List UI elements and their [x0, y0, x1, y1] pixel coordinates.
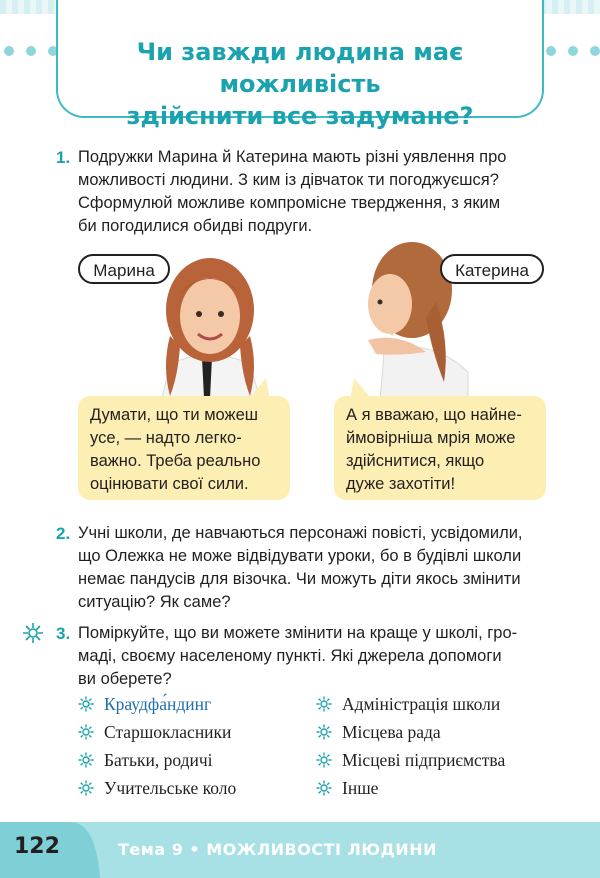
list-item — [316, 690, 505, 718]
page-number: 122 — [14, 834, 60, 859]
bubble-line: оцінювати свої сили. — [90, 475, 249, 493]
title-line-1: Чи завжди людина має можливість — [136, 38, 464, 98]
title-line-2: здійснити все задумане? — [126, 102, 474, 130]
chapter-theme: Тема 9 • МОЖЛИВОСТІ ЛЮДИНИ — [118, 840, 437, 859]
list-item — [78, 774, 236, 802]
help-sources-right — [316, 690, 505, 802]
group-work-icon — [22, 622, 44, 644]
name-pill-marina: Марина — [78, 254, 170, 284]
task-1-line: Сформулюй можливе компромісне твердження, з яким — [78, 194, 501, 212]
bubble-tail-marina — [244, 378, 274, 400]
sun-bullet-icon — [78, 752, 94, 768]
task-2-text — [78, 522, 548, 614]
task-2-line: Учні школи, де навчаються персонажі повісті, усвідомили, — [78, 524, 523, 542]
page-footer — [0, 822, 600, 878]
list-item — [78, 690, 236, 718]
task-3-number: 3. — [56, 624, 71, 643]
list-item — [78, 718, 236, 746]
bubble-line: здійснитися, якщо — [346, 452, 485, 470]
list-item-label: Інше — [342, 778, 379, 798]
list-item — [78, 746, 236, 774]
sun-bullet-icon — [316, 780, 332, 796]
list-item-label: Батьки, родичі — [104, 750, 213, 770]
bubble-line: Думати, що ти можеш — [90, 406, 258, 424]
list-item-label: Адміністрація школи — [342, 694, 501, 714]
task-3-line: ви оберете? — [78, 670, 172, 688]
sun-bullet-icon — [316, 752, 332, 768]
bubble-line: ймовірніша мрія може — [346, 429, 516, 447]
list-item-label: Місцева рада — [342, 722, 441, 742]
task-1-line: Подружки Марина й Катерина мають різні уявлення про — [78, 148, 507, 166]
list-item-label: Учительське коло — [104, 778, 237, 798]
task-2-line: що Олежка не може відвідувати уроки, бо в будівлі школи — [78, 547, 522, 565]
task-3-line: маді, своєму населеному пункті. Які джерела допомоги — [78, 647, 502, 665]
task-3-text — [78, 622, 548, 691]
task-2-line: ситуацію? Як саме? — [78, 593, 231, 611]
title-box — [56, 0, 544, 130]
name-pill-kateryna: Катерина — [440, 254, 544, 284]
sun-bullet-icon — [78, 780, 94, 796]
task-1-line: можливості людини. З ким із дівчаток ти погоджуєшся? — [78, 171, 499, 189]
task-2-line: немає пандусів для візочка. Чи можуть діти якось змінити — [78, 570, 521, 588]
crowdfunding-link[interactable]: Краудфа́ндинг — [104, 694, 212, 714]
bubble-line: усе, — надто легко- — [90, 429, 242, 447]
task-1-number: 1. — [56, 148, 71, 167]
speech-bubble-marina — [78, 396, 290, 500]
sun-bullet-icon — [78, 696, 94, 712]
list-item — [316, 718, 505, 746]
bubble-tail-kateryna — [346, 378, 376, 400]
decorative-dots-right — [546, 46, 600, 56]
decorative-dots-left — [4, 46, 58, 56]
task-3-line: Поміркуйте, що ви можете змінити на краще у школі, гро- — [78, 624, 518, 642]
bubble-line: дуже захотіти! — [346, 475, 456, 493]
sun-bullet-icon — [316, 696, 332, 712]
task-1-text — [78, 146, 548, 238]
speech-bubble-kateryna — [334, 396, 546, 500]
bubble-line: важно. Треба реально — [90, 452, 261, 470]
task-2-number: 2. — [56, 524, 71, 543]
sun-bullet-icon — [78, 724, 94, 740]
sun-bullet-icon — [316, 724, 332, 740]
page-title — [58, 36, 542, 132]
list-item-label: Старшокласники — [104, 722, 232, 742]
list-item — [316, 774, 505, 802]
bubble-line: А я вважаю, що найне- — [346, 406, 522, 424]
help-sources-left — [78, 690, 236, 802]
task-1-line: би погодилися обидві подруги. — [78, 217, 313, 235]
list-item — [316, 746, 505, 774]
list-item-label: Місцеві підприємства — [342, 750, 506, 770]
